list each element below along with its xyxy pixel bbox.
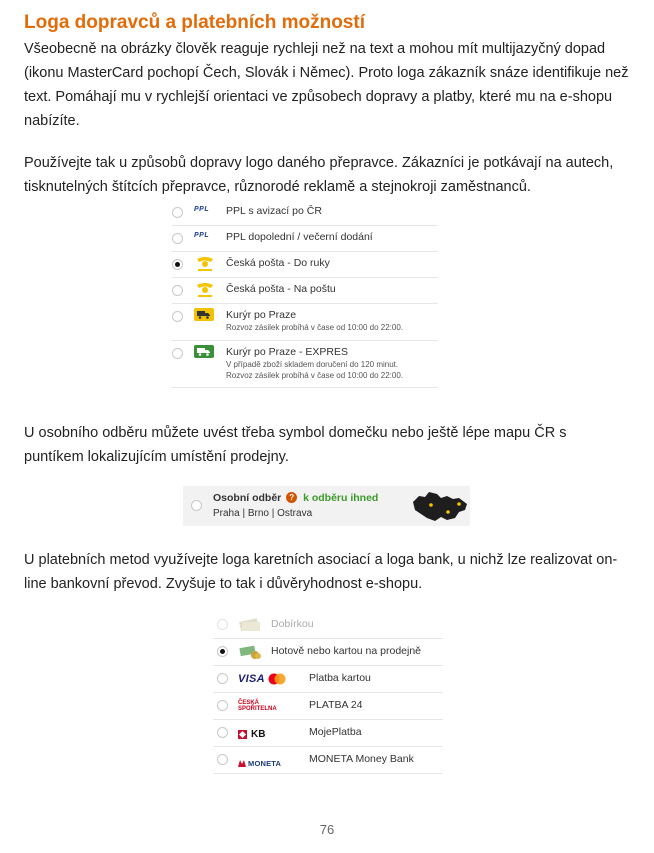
section-heading: Loga dopravců a platebních možností (24, 12, 365, 33)
shipping-option-ppl-morning[interactable] (172, 226, 438, 252)
payment-option-label: MojePlatba (309, 726, 362, 738)
radio-button[interactable] (172, 207, 183, 218)
shipping-option-note: Rozvoz zásilek probíhá v čase od 10:00 do 22:00. (226, 323, 403, 332)
radio-button[interactable] (217, 727, 228, 738)
document-page-3 (24, 548, 630, 596)
pickup-label: Osobní odběr (213, 492, 282, 504)
pickup-cities: Praha | Brno | Ostrava (213, 508, 313, 519)
shipping-option-note: V případě zboží skladem doručení do 120 minut. (226, 360, 399, 369)
shipping-option-posta-do-ruky[interactable] (172, 252, 438, 278)
pickup-status: k odběru ihned (303, 492, 379, 504)
shipping-option-note: Rozvoz zásilek probíhá v čase od 10:00 do 22:00. (226, 371, 403, 380)
payment-option-label: Hotově nebo kartou na prodejně (271, 645, 422, 657)
ppl-logo-icon: PPL (194, 232, 210, 239)
radio-button[interactable] (191, 500, 202, 511)
shipping-option-courier-express[interactable] (172, 341, 438, 388)
shipping-option-label: Česká pošta - Na poštu (226, 283, 336, 295)
payment-options-example (213, 612, 443, 774)
paragraph-pickup: U osobního odběru můžete uvést třeba symbol domečku nebo ještě lépe mapu ČR s puntíkem lokalizujícím umístění prodejny. (24, 425, 567, 465)
pickup-title-line (213, 492, 378, 504)
radio-button[interactable] (217, 673, 228, 684)
radio-button-selected[interactable] (172, 259, 183, 270)
radio-button[interactable] (172, 348, 183, 359)
shipping-option-courier[interactable] (172, 304, 438, 341)
payment-option-moneta[interactable] (213, 747, 443, 774)
radio-button[interactable] (172, 311, 183, 322)
shipping-option-title: Kurýr po Praze - EXPRES (226, 346, 348, 358)
shipping-option-title: Kurýr po Praze (226, 309, 297, 321)
courier-truck-icon (194, 308, 220, 324)
mastercard-logo-icon (267, 673, 287, 685)
shipping-option-label: Česká pošta - Do ruky (226, 257, 330, 269)
shipping-options-example (172, 200, 438, 388)
visa-logo-icon: VISA (238, 673, 265, 685)
shipping-option-label: PPL s avizací po ČR (226, 205, 322, 217)
payment-option-label: Dobírkou (271, 618, 314, 630)
document-page-2 (24, 421, 630, 469)
shipping-option-label (226, 346, 403, 381)
ceska-posta-logo-icon (194, 256, 220, 272)
czech-map-icon (411, 490, 469, 524)
payment-option-label: Platba kartou (309, 672, 371, 684)
courier-express-truck-icon (194, 345, 220, 361)
payment-option-cod[interactable] (213, 612, 443, 639)
paragraph-shipping: Používejte tak u způsobů dopravy logo daného přepravce. Zákazníci je potkávají na autech, tisknutelných štítcích přepravce, různorodé reklamě a stejnokroji zaměstnanců. (24, 155, 614, 195)
shipping-option-label (226, 309, 403, 333)
document-page (24, 10, 630, 199)
ceska-posta-logo-icon (194, 282, 220, 298)
payment-option-label: PLATBA 24 (309, 699, 363, 711)
radio-button-disabled[interactable] (217, 619, 228, 630)
radio-button[interactable] (217, 754, 228, 765)
moneta-logo-icon: MONETA (238, 755, 288, 771)
payment-option-mojeplatba[interactable] (213, 720, 443, 747)
payment-option-platba24[interactable] (213, 693, 443, 720)
paragraph-payment: U platebních metod využívejte loga karetních asociací a loga bank, u nichž lze realizovat on-line bankovní převod. Zvyšuje to tak i důvěryhodnost e-shopu. (24, 552, 618, 592)
komercni-banka-logo-icon: KB (238, 726, 288, 742)
radio-button[interactable] (217, 700, 228, 711)
page-number: 76 (319, 822, 335, 837)
radio-button[interactable] (172, 233, 183, 244)
ceska-sporitelna-logo-icon: ČESKÁ SPOŘITELNA (238, 700, 277, 712)
visa-mastercard-logo-icon (238, 671, 288, 687)
paragraph-intro: Všeobecně na obrázky člověk reaguje rychleji než na text a mohou mít multijazyčný dopad (ikonu MasterCard pochopí Čech, Slovák i Němec). Proto loga zákazník snáze identifikuje než text. Pomáhají mu v rychlejší orientaci ve způsobech dopravy a platby, které mu na e-shopu nabízíte. (24, 41, 629, 129)
radio-button[interactable] (172, 285, 183, 296)
kb-mark-icon (238, 730, 247, 739)
payment-option-label: MONETA Money Bank (309, 753, 414, 765)
shipping-option-ppl-aviso[interactable] (172, 200, 438, 226)
shipping-option-label: PPL dopolední / večerní dodání (226, 231, 373, 243)
payment-option-card[interactable] (213, 666, 443, 693)
radio-button-selected[interactable] (217, 646, 228, 657)
shipping-option-posta-na-postu[interactable] (172, 278, 438, 304)
personal-pickup-example[interactable] (183, 486, 470, 526)
payment-option-store[interactable] (213, 639, 443, 666)
ppl-logo-icon: PPL (194, 206, 210, 213)
help-icon[interactable]: ? (286, 492, 297, 503)
